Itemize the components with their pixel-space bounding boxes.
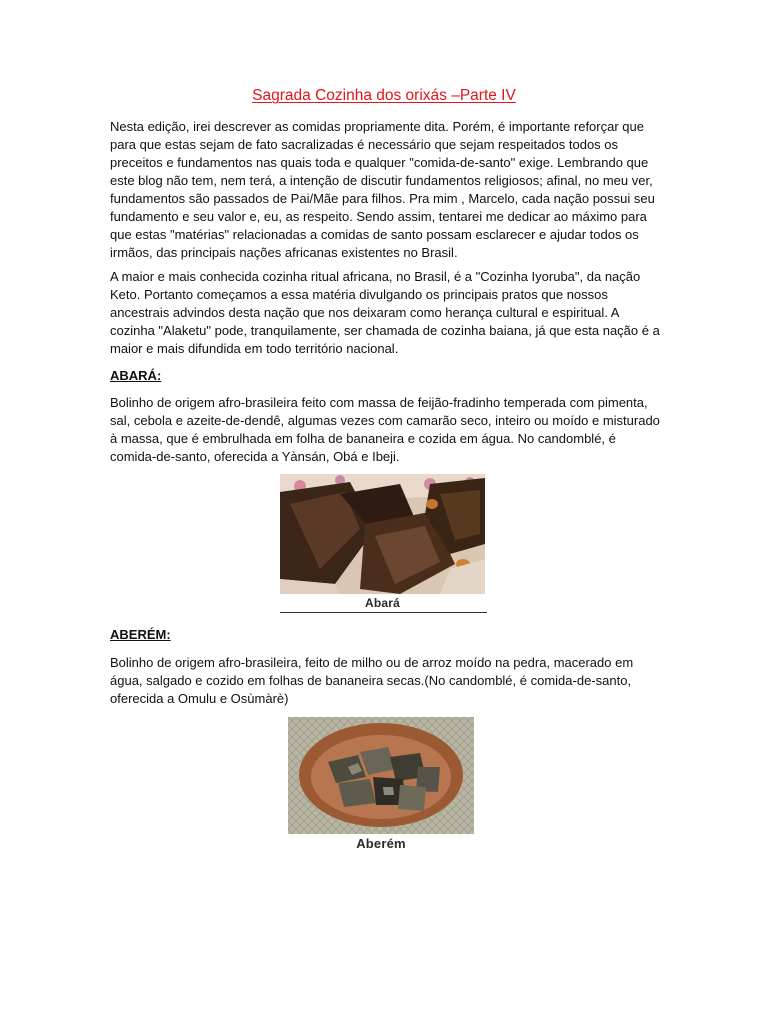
abara-photo bbox=[280, 474, 485, 594]
abara-caption: Abará bbox=[364, 596, 400, 610]
page-title: Sagrada Cozinha dos orixás –Parte IV bbox=[252, 87, 516, 104]
intro-paragraph-2: A maior e mais conhecida cozinha ritual africana, no Brasil, é a "Cozinha Iyoruba", da nação Keto. Portanto começamos a essa matéria divulgando os principais pratos que nossos ancestrais advindos desta nação que nos deixaram como herança cultural e espiritual. A cozinha "Alaketu" pode, tranquilamente, ser chamada de cozinha baiana, já que esta nação é a maior e mais difundida em todo território nacional. bbox=[110, 269, 660, 356]
abara-image bbox=[280, 474, 485, 594]
aberem-description: Bolinho de origem afro-brasileira, feito de milho ou de arroz moído na pedra, macerado em água, salgado e cozido em folhas de bananeira secas.(No candomblé, é comida-de-santo, oferecida a Omulu e Osùmàrè) bbox=[110, 655, 634, 706]
abara-heading: ABARÁ: bbox=[110, 368, 162, 383]
aberem-heading: ABERÉM: bbox=[110, 627, 171, 642]
aberem-photo bbox=[288, 717, 474, 834]
aberem-image bbox=[288, 717, 474, 834]
abara-caption-rule bbox=[280, 612, 487, 613]
abara-description: Bolinho de origem afro-brasileira feito com massa de feijão-fradinho temperada com pimenta, sal, cebola e azeite-de-dendê, algumas vezes com camarão seco, inteiro ou moído e misturado à massa, que é embrulhada em folha de bananeira e cozida em água. No candomblé, é comida-de-santo, oferecida a Yànsán, Obá e Ibeji. bbox=[110, 395, 660, 464]
aberem-caption: Aberém bbox=[356, 836, 406, 851]
intro-paragraph-1: Nesta edição, irei descrever as comidas propriamente dita. Porém, é importante reforçar que para que estas sejam de fato sacralizadas é necessário que sejam respeitados todos os preceitos e fundamentos nas quais toda e qualquer "comida-de-santo" exige. Lembrando que este blog não tem, nem terá, a intenção de discutir fundamentos religiosos; afinal, no meu ver, fundamentos são passados de Pai/Mãe para filhos. Pra mim , Marcelo, cada nação possui seu fundamento e seu valor e, eu, as respeito. Sendo assim, tentarei me dedicar ao máximo para que estas "matérias" relacionadas a comidas de santo possam esclarecer e ajudar todos os irmãos, das principais nações africanas existentes no Brasil. bbox=[110, 119, 655, 260]
